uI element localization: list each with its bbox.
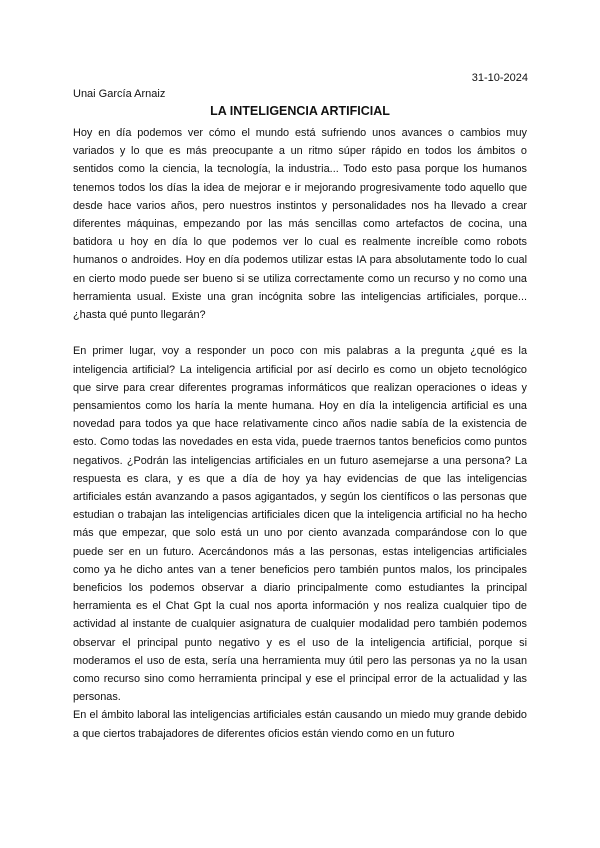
author-name: Unai García Arnaiz	[73, 88, 166, 100]
document-title: LA INTELIGENCIA ARTIFICIAL	[210, 104, 390, 118]
paragraph-definition: En primer lugar, voy a responder un poco con mis palabras a la pregunta ¿qué es la inteligencia artificial? La inteligencia artificial por así decirlo es como un objeto tecnológico que sirve para crear diferentes programas informáticos que realizan operaciones o ideas y pensamientos como los haría la mente humana. Hoy en día la inteligencia artificial es una novedad para todos ya que hace relativamente cinco años nadie sabía de la existencia de esto. Como todas las novedades en esta vida, puede traernos tantos beneficios como puntos negativos. ¿Podrán las inteligencias artificiales en un futuro asemejarse a una persona? La respuesta es clara, y es que a día de hoy ya hay evidencias de que las inteligencias artificiales están avanzando a pasos agigantados, y según los científicos o las personas que estudian o trabajan las inteligencias artificiales dicen que la inteligencia artificial no ha hecho más que empezar, que solo está un uno por ciento avanzada comparándose con lo que puede ser en un futuro. Acercándonos más a las personas, estas inteligencias artificiales como ya he dicho antes van a tener beneficios pero también puntos malos, los principales beneficios los podemos observar a diario principalmente como estudiantes la principal herramienta es el Chat Gpt la cual nos aporta información y nos realiza cualquier tipo de actividad al instante de cualquier asignatura de cualquier modalidad pero también podemos observar el principal punto negativo y es el uso de la inteligencia artificial, porque si moderamos el uso de esta, sería una herramienta muy útil pero las personas ya no la usan como recurso sino como herramienta principal y ese el principal error de la actualidad y las personas.	[73, 345, 527, 704]
paragraph-labor: En el ámbito laboral las inteligencias artificiales están causando un miedo muy grande debido a que ciertos trabajadores de diferentes oficios están viendo como en un futuro	[73, 709, 527, 740]
document-body	[73, 124, 527, 743]
document-date: 31-10-2024	[471, 72, 528, 84]
paragraph-intro: Hoy en día podemos ver cómo el mundo está sufriendo unos avances o cambios muy variados y lo que es más preocupante a un ritmo súper rápido en todos los ámbitos o sentidos como la ciencia, la tecnología, la industria... Todo esto pasa porque los humanos tenemos todos los días la idea de mejorar e ir mejorando progresivamente todo aquello que desde hace varios años, pero nuestros instintos y personalidades nos ha llevado a crear diferentes máquinas, empezando por las más sencillas como artefactos de cocina, una batidora u hoy en día lo que podemos ver lo cual es realmente increíble como robots humanos o androides. Hoy en día podemos utilizar estas IA para absolutamente todo lo cual en cierto modo puede ser bueno si se utiliza correctamente como un recurso y no como una herramienta usual. Existe una gran incógnita sobre las inteligencias artificiales, porque... ¿hasta qué punto llegarán?	[73, 127, 527, 322]
paragraph-spacer	[73, 324, 527, 342]
